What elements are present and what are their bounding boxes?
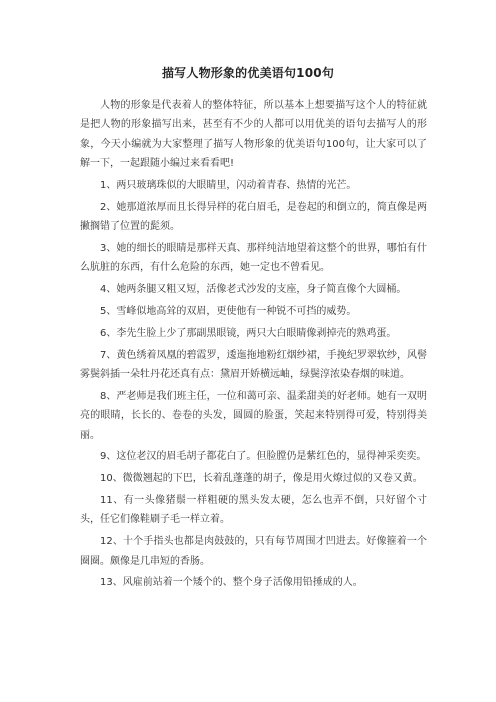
- list-item: 8、严老师是我们班主任，一位和蔼可亲、温柔甜美的好老师。她有一双明亮的眼睛，长长的、卷卷的头发，圆圆的脸蛋，笑起来特别得可爱，特别得美丽。: [80, 390, 427, 441]
- list-item: 1、两只玻璃珠似的大眼睛里，闪动着青春、热情的光芒。: [100, 180, 357, 192]
- list-item: 6、李先生脸上少了那副黑眼镜，两只大白眼睛像剥掉壳的熟鸡蛋。: [100, 327, 397, 339]
- list-item: 7、黄色绣着凤凰的碧霞罗，逶迤拖地粉红烟纱裙，手挽纪罗翠软纱，风髻雾鬓斜插一朵牡丹花还真有点：黛眉开娇横远岫，绿鬓淳浓染春烟的味道。: [80, 349, 427, 381]
- list-item: 3、她的细长的眼睛是那样天真、那样纯洁地望着这整个的世界，哪怕有什么肮脏的东西，有什么危险的东西，她一定也不曾看见。: [80, 243, 427, 274]
- list-item: 10、微微翘起的下巴，长着乱蓬蓬的胡子，像是用火燎过似的又卷又黄。: [100, 473, 423, 485]
- document-title: 描写人物形象的优美语句100句: [161, 66, 335, 80]
- list-item: 11、有一头像猪鬃一样粗硬的黑头发太硬，怎么也弄不倒，只好留个寸头，任它们像鞋刷子毛一样立着。: [80, 495, 427, 526]
- list-item: 12、十个手指头也都是肉鼓鼓的，只有每节周围才凹进去。好像箍着一个圈圈。颇像是几串短的香肠。: [80, 536, 427, 567]
- list-item: 4、她两条腿又粗又短，活像老式沙发的支座，身子简直像个大圆桶。: [100, 284, 407, 296]
- intro-paragraph: 人物的形象是代表着人的整体特征，所以基本上想要描写这个人的特征就是把人物的形象描写出来，甚至有不少的人都可以用优美的语句去描写人的形象，今天小编就为大家整理了描写人物形象的优美语句100句，让大家可以了解一下，一起跟随小编过来看看吧!: [80, 100, 427, 170]
- list-item: 13、风雇前站着一个矮个的、整个身子活像用铅捶成的人。: [100, 577, 363, 589]
- document-body: [80, 96, 427, 595]
- list-item: 9、这位老汉的眉毛胡子都花白了。但脸膛仍是紫红色的，显得神采奕奕。: [100, 451, 427, 463]
- list-item: 2、她那道浓厚而且长得异样的花白眉毛，是卷起的和倒立的，简直像是两撇搁错了位置的髭须。: [80, 201, 427, 233]
- list-item: 5、雪峰似地高耸的双眉，更使他有一种锐不可挡的威势。: [100, 306, 357, 318]
